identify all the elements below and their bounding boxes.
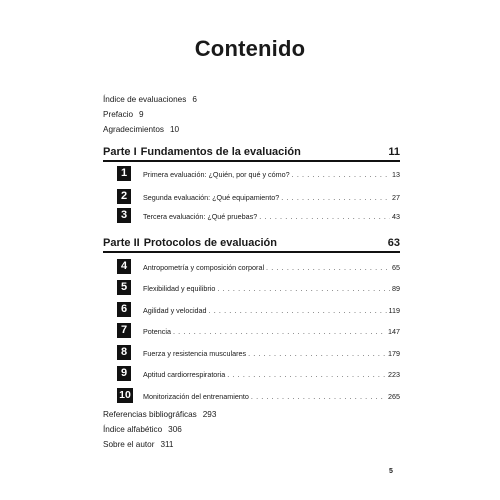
chapter-title: Antropometría y composición corporal bbox=[143, 263, 265, 272]
chapter-entry-10 bbox=[117, 388, 400, 404]
page-title: Contenido bbox=[194, 36, 306, 61]
entry-page: 9 bbox=[139, 110, 144, 119]
chapter-entry-8 bbox=[117, 345, 400, 361]
chapter-title: Agilidad y velocidad bbox=[143, 306, 207, 315]
chapter-title: Segunda evaluación: ¿Qué equipamiento? bbox=[143, 193, 280, 202]
entry-label: Prefacio bbox=[103, 110, 134, 119]
chapter-number-box: 8 bbox=[117, 345, 131, 360]
entry-page: 306 bbox=[168, 425, 182, 434]
dot-leader bbox=[209, 306, 387, 315]
chapter-page: 265 bbox=[388, 392, 400, 401]
entry-label: Sobre el autor bbox=[103, 440, 155, 449]
chapter-number-box: 1 bbox=[117, 166, 131, 181]
dot-leader bbox=[251, 392, 386, 401]
chapter-title: Flexibilidad y equilibrio bbox=[143, 284, 216, 293]
chapter-number-box: 3 bbox=[117, 208, 131, 223]
dot-leader bbox=[292, 170, 390, 179]
back-matter-item bbox=[103, 437, 216, 452]
part-heading-2 bbox=[103, 233, 400, 253]
part-name: Fundamentos de la evaluación bbox=[140, 146, 301, 158]
dot-leader bbox=[266, 263, 390, 272]
entry-label: Índice alfabético bbox=[103, 425, 163, 434]
back-matter-list bbox=[103, 407, 216, 452]
chapter-entry-2 bbox=[117, 189, 400, 205]
dot-leader bbox=[227, 370, 386, 379]
chapter-entry-4 bbox=[117, 259, 400, 275]
chapter-page: 179 bbox=[388, 349, 400, 358]
entry-page: 6 bbox=[192, 95, 197, 104]
entry-page: 293 bbox=[202, 410, 217, 419]
back-matter-item bbox=[103, 422, 216, 437]
chapter-number-box: 7 bbox=[117, 323, 131, 338]
chapter-entry-3 bbox=[117, 208, 400, 224]
chapter-title: Fuerza y resistencia musculares bbox=[143, 349, 247, 358]
back-matter-item bbox=[103, 407, 216, 422]
chapter-entry-5 bbox=[117, 280, 400, 296]
entry-page: 311 bbox=[160, 440, 174, 449]
chapter-entry-7 bbox=[117, 323, 400, 339]
chapter-number-box: 9 bbox=[117, 366, 131, 381]
entry-page: 10 bbox=[169, 125, 180, 134]
chapter-number-box: 10 bbox=[117, 388, 133, 403]
dot-leader bbox=[281, 193, 390, 202]
part-name: Protocolos de evaluación bbox=[143, 237, 277, 249]
front-matter-item bbox=[103, 107, 197, 122]
part-label: Parte I bbox=[103, 146, 137, 158]
chapter-title: Potencia bbox=[143, 327, 171, 336]
chapter-page: 65 bbox=[392, 263, 400, 272]
dot-leader bbox=[173, 327, 386, 336]
chapter-number-box: 5 bbox=[117, 280, 131, 295]
dot-leader bbox=[217, 284, 390, 293]
chapter-entry-1 bbox=[117, 166, 400, 182]
chapter-title: Tercera evaluación: ¿Qué pruebas? bbox=[143, 212, 258, 221]
chapter-number-box: 6 bbox=[117, 302, 131, 317]
chapter-number-box: 2 bbox=[117, 189, 131, 204]
part-page: 11 bbox=[388, 146, 400, 158]
front-matter-item bbox=[103, 122, 197, 137]
chapter-page: 119 bbox=[388, 306, 400, 315]
chapter-page: 89 bbox=[392, 284, 400, 293]
entry-label: Referencias bibliográficas bbox=[103, 410, 197, 419]
part-label: Parte II bbox=[103, 237, 140, 249]
chapter-page: 27 bbox=[392, 193, 400, 202]
chapter-page: 147 bbox=[388, 327, 400, 336]
chapter-entry-6 bbox=[117, 302, 400, 318]
chapter-page: 43 bbox=[392, 212, 400, 221]
part-page: 63 bbox=[387, 237, 400, 249]
chapter-title: Primera evaluación: ¿Quién, por qué y cómo? bbox=[143, 170, 290, 179]
chapter-title: Monitorización del entrenamiento bbox=[143, 392, 249, 401]
entry-label: Índice de evaluaciones bbox=[103, 95, 187, 104]
front-matter-list bbox=[103, 92, 197, 137]
dot-leader bbox=[259, 212, 390, 221]
chapter-title: Aptitud cardiorrespiratoria bbox=[143, 370, 226, 379]
dot-leader bbox=[248, 349, 386, 358]
chapter-number-box: 4 bbox=[117, 259, 131, 274]
chapter-entry-9 bbox=[117, 366, 400, 382]
entry-label: Agradecimientos bbox=[103, 125, 164, 134]
front-matter-item bbox=[103, 92, 197, 107]
page-number: 5 bbox=[389, 468, 393, 475]
chapter-page: 223 bbox=[388, 370, 400, 379]
chapter-page: 13 bbox=[392, 170, 400, 179]
part-heading-1 bbox=[103, 142, 400, 162]
